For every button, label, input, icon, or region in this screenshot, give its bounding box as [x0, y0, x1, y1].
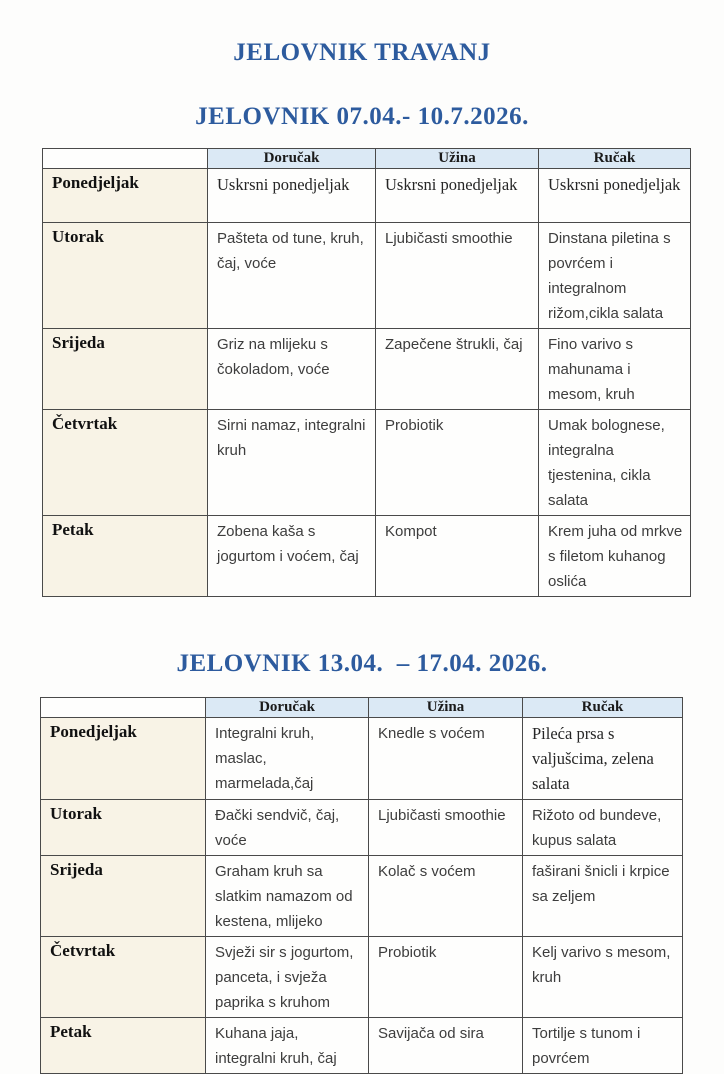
menu2-header-row	[41, 698, 683, 718]
snack-cell: Probiotik	[376, 410, 539, 516]
column-header-snack: Užina	[376, 149, 539, 169]
table-row	[41, 937, 683, 1018]
day-cell: Utorak	[41, 800, 206, 856]
corner-header-cell	[41, 698, 206, 718]
table-row	[43, 169, 691, 223]
menu1-title: JELOVNIK 07.04.- 10.7.2026.	[195, 103, 529, 130]
menu1-table	[42, 148, 691, 597]
lunch-cell: faširani šnicli i krpice sa zeljem	[523, 856, 683, 937]
snack-cell: Kompot	[376, 516, 539, 597]
snack-cell: Ljubičasti smoothie	[369, 800, 523, 856]
breakfast-cell: Kuhana jaja, integralni kruh, čaj	[206, 1018, 369, 1074]
breakfast-cell: Griz na mlijeku s čokoladom, voće	[208, 329, 376, 410]
breakfast-cell: Zobena kaša s jogurtom i voćem, čaj	[208, 516, 376, 597]
day-cell: Ponedjeljak	[43, 169, 208, 223]
column-header-snack: Užina	[369, 698, 523, 718]
snack-cell: Uskrsni ponedjeljak	[376, 169, 539, 223]
document-page	[0, 38, 724, 1067]
table-row	[43, 516, 691, 597]
snack-cell: Zapečene štrukli, čaj	[376, 329, 539, 410]
lunch-cell: Dinstana piletina s povrćem i integralnom rižom,cikla salata	[539, 223, 691, 329]
lunch-cell: Pileća prsa s valjušcima, zelena salata	[523, 718, 683, 800]
snack-cell: Knedle s voćem	[369, 718, 523, 800]
lunch-cell: Kelj varivo s mesom, kruh	[523, 937, 683, 1018]
breakfast-cell: Uskrsni ponedjeljak	[208, 169, 376, 223]
column-header-breakfast: Doručak	[208, 149, 376, 169]
snack-cell: Savijača od sira	[369, 1018, 523, 1074]
day-cell: Srijeda	[41, 856, 206, 937]
menu2-title: JELOVNIK 13.04. – 17.04. 2026.	[176, 650, 548, 677]
lunch-cell: Rižoto od bundeve, kupus salata	[523, 800, 683, 856]
table-row	[43, 410, 691, 516]
menu2-table	[40, 697, 683, 1074]
breakfast-cell: Graham kruh sa slatkim namazom od kestena, mlijeko	[206, 856, 369, 937]
breakfast-cell: Svježi sir s jogurtom, panceta, i svježa paprika s kruhom	[206, 937, 369, 1018]
table-row	[41, 718, 683, 800]
table-row	[41, 1018, 683, 1074]
lunch-cell: Umak bolognese, integralna tjestenina, cikla salata	[539, 410, 691, 516]
day-cell: Petak	[41, 1018, 206, 1074]
lunch-cell: Krem juha od mrkve s filetom kuhanog oslića	[539, 516, 691, 597]
lunch-cell: Fino varivo s mahunama i mesom, kruh	[539, 329, 691, 410]
day-cell: Srijeda	[43, 329, 208, 410]
table-row	[41, 856, 683, 937]
table-row	[41, 800, 683, 856]
day-cell: Utorak	[43, 223, 208, 329]
table-row	[43, 329, 691, 410]
breakfast-cell: Integralni kruh, maslac, marmelada,čaj	[206, 718, 369, 800]
page-title: JELOVNIK TRAVANJ	[233, 39, 491, 66]
snack-cell: Ljubičasti smoothie	[376, 223, 539, 329]
breakfast-cell: Sirni namaz, integralni kruh	[208, 410, 376, 516]
snack-cell: Kolač s voćem	[369, 856, 523, 937]
lunch-cell: Tortilje s tunom i povrćem	[523, 1018, 683, 1074]
column-header-lunch: Ručak	[539, 149, 691, 169]
lunch-cell: Uskrsni ponedjeljak	[539, 169, 691, 223]
breakfast-cell: Đački sendvič, čaj, voće	[206, 800, 369, 856]
column-header-breakfast: Doručak	[206, 698, 369, 718]
day-cell: Petak	[43, 516, 208, 597]
column-header-lunch: Ručak	[523, 698, 683, 718]
corner-header-cell	[43, 149, 208, 169]
day-cell: Ponedjeljak	[41, 718, 206, 800]
day-cell: Četvrtak	[41, 937, 206, 1018]
breakfast-cell: Pašteta od tune, kruh, čaj, voće	[208, 223, 376, 329]
snack-cell: Probiotik	[369, 937, 523, 1018]
table-row	[43, 223, 691, 329]
menu1-header-row	[43, 149, 691, 169]
day-cell: Četvrtak	[43, 410, 208, 516]
